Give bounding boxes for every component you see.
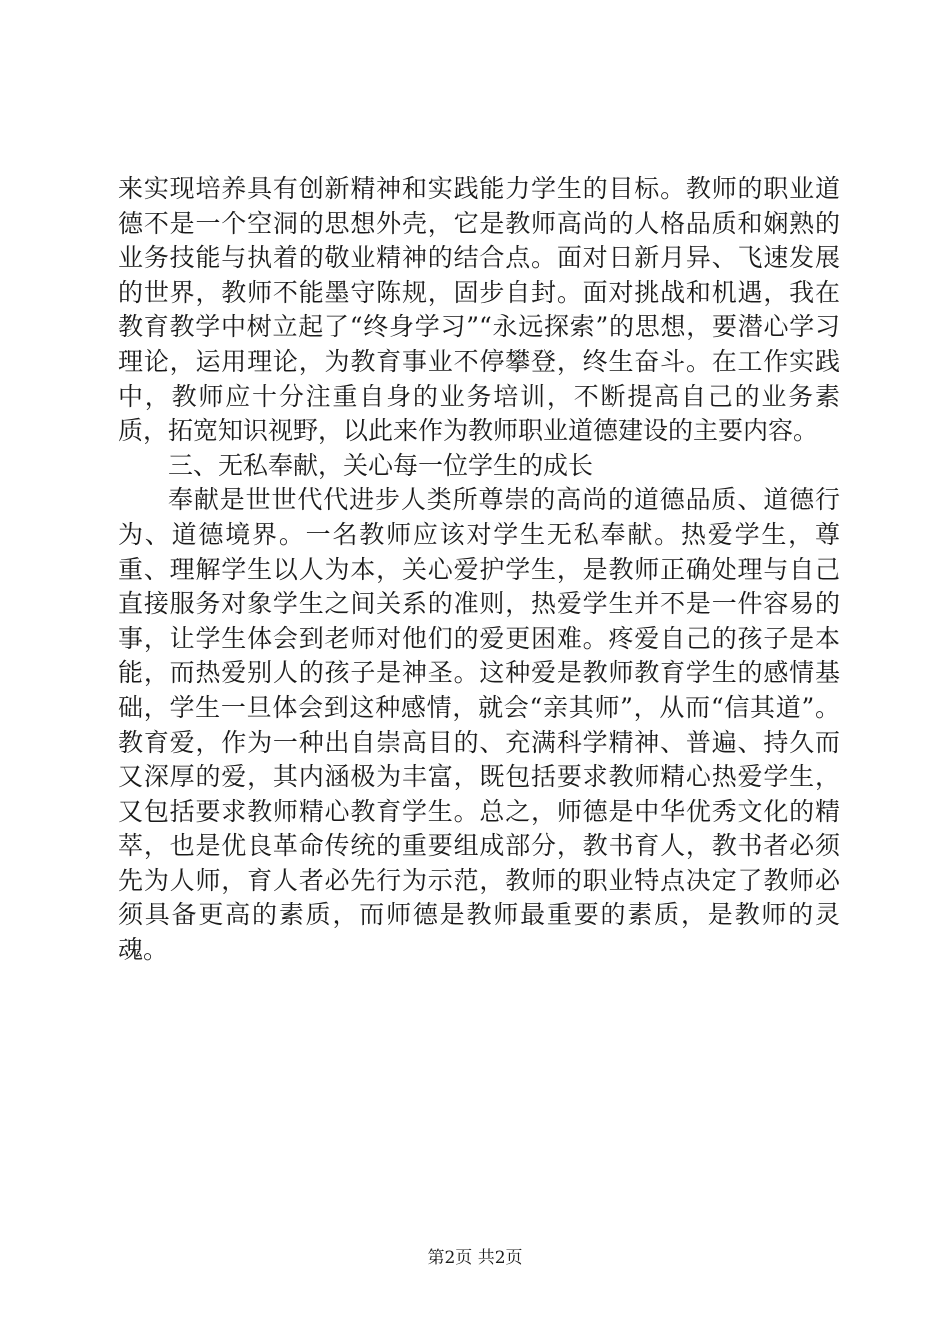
section-heading: 三、无私奉献，关心每一位学生的成长 [168,450,594,480]
paragraph-continuation: 来实现培养具有创新精神和实践能力学生的目标。教师的职业道德不是一个空洞的思想外壳，它是教师高尚的人格品质和娴熟的业务技能与执着的敬业精神的结合点。面对日新月异、飞速发展的世界，教师不能墨守陈规，固步自封。面对挑战和机遇，我在教育教学中树立起了“终身学习”“永远探索”的思想，要潜心学习理论，运用理论，为教育事业不停攀登，终生奋斗。在工作实践中，教师应十分注重自身的业务培训，不断提高自己的业务素质，拓宽知识视野，以此来作为教师职业道德建设的主要内容。 [118,174,840,446]
page-footer: 第2页 共2页 [427,1248,523,1268]
paragraph-body: 奉献是世世代代进步人类所尊崇的高尚的道德品质、道德行为、道德境界。一名教师应该对学生无私奉献。热爱学生，尊重、理解学生以人为本，关心爱护学生，是教师正确处理与自己直接服务对象学生之间关系的准则，热爱学生并不是一件容易的事，让学生体会到老师对他们的爱更困难。疼爱自己的孩子是本能，而热爱别人的孩子是神圣。这种爱是教师教育学生的感情基础，学生一旦体会到这种感情，就会“亲其师”，从而“信其道”。教育爱，作为一种出自崇高目的、充满科学精神、普遍、持久而又深厚的爱，其内涵极为丰富，既包括要求教师精心热爱学生，又包括要求教师精心教育学生。总之，师德是中华优秀文化的精萃，也是优良革命传统的重要组成部分，教书育人，教书者必须先为人师，育人者必先行为示范，教师的职业特点决定了教师必须具备更高的素质，而师德是教师最重要的素质，是教师的灵魂。 [118,485,840,965]
body-text [118,172,840,968]
